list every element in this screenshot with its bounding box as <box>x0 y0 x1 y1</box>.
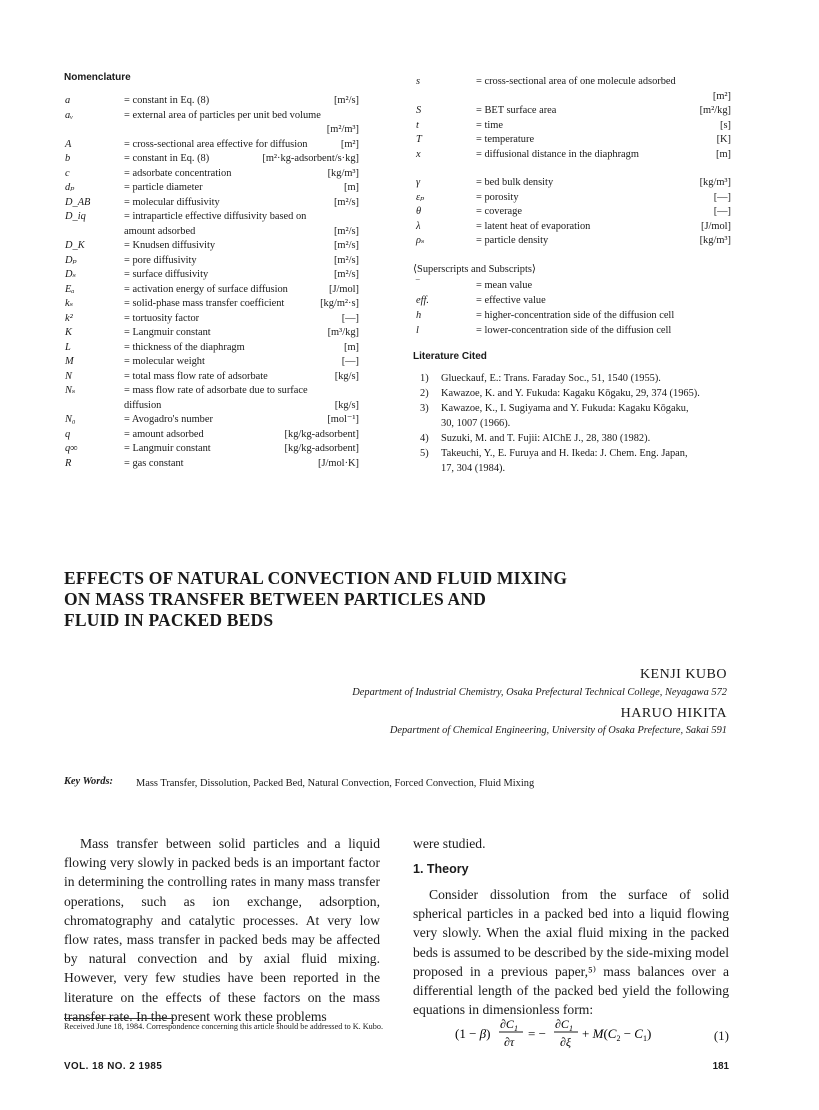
nomenclature-definition: = particle density <box>476 235 549 246</box>
nomenclature-symbol: λ <box>416 220 421 232</box>
nomenclature-symbol: T <box>416 134 422 145</box>
nomenclature-unit: [kg/m³] <box>699 177 731 188</box>
section-heading: 1. Theory <box>413 862 469 876</box>
nomenclature-definition: = intraparticle effective diffusivity based on <box>124 211 307 222</box>
nomenclature-symbol: Dₚ <box>65 254 77 266</box>
nomenclature-symbol: t <box>416 119 419 131</box>
nomenclature-unit: [m] <box>343 341 359 353</box>
nomenclature-definition: = BET surface area <box>476 105 557 116</box>
intro-continuation: were studied. <box>413 836 486 851</box>
subscript-definition: = lower-concentration side of the diffusion cell <box>476 325 672 336</box>
svg-text:= −: = − <box>528 1026 546 1041</box>
nomenclature-definition: = particle diameter <box>124 182 203 193</box>
nomenclature-heading: Nomenclature <box>64 72 131 83</box>
nomenclature-symbol: ρₛ <box>416 235 425 246</box>
nomenclature-symbol: γ <box>416 177 421 188</box>
nomenclature-symbol: Dₛ <box>65 269 77 280</box>
nomenclature-symbol: s <box>416 76 421 87</box>
nomenclature-definition: = constant in Eq. (8) <box>124 95 210 106</box>
svg-text:∂C1: $\partial C_1$ <box>500 1017 518 1033</box>
nomenclature-unit: [m²/s] <box>333 95 359 106</box>
nomenclature-unit: [m²/s] <box>333 196 359 208</box>
author-name: HARUO HIKITA <box>620 706 727 721</box>
nomenclature-definition: = Langmuir constant <box>124 327 211 338</box>
nomenclature-unit: [kg/m³] <box>327 167 359 179</box>
svg-text:∂ξ: ∂ξ <box>560 1035 572 1049</box>
reference-text: Suzuki, M. and T. Fujii: AIChE J., 28, 380 (1982). <box>441 433 651 444</box>
nomenclature-definition: = amount adsorbed <box>124 428 204 440</box>
nomenclature-symbol: Nₛ <box>65 385 76 396</box>
nomenclature-definition: = molecular diffusivity <box>124 196 220 208</box>
nomenclature-definition: = molecular weight <box>124 356 205 367</box>
reference-number: 1) <box>420 373 429 384</box>
subscript-symbol: l <box>416 325 419 336</box>
nomenclature-definition: = solid-phase mass transfer coefficient <box>124 298 285 309</box>
nomenclature-unit: [m] <box>715 148 731 160</box>
nomenclature-definition: = total mass flow rate of adsorbate <box>124 370 268 382</box>
nomenclature-definition: = bed bulk density <box>476 177 554 188</box>
subscript-definition: = mean value <box>476 280 533 291</box>
nomenclature-symbol: M <box>65 356 74 367</box>
nomenclature-definition: = time <box>476 119 503 131</box>
nomenclature-definition: = surface diffusivity <box>124 269 209 280</box>
equation-number: (1) <box>713 1028 729 1043</box>
nomenclature-symbol: L <box>65 341 71 353</box>
nomenclature-unit: [m²/s] <box>333 225 359 237</box>
nomenclature-definition: amount adsorbed <box>124 225 196 237</box>
nomenclature-symbol: aᵥ <box>65 109 74 121</box>
nomenclature-symbol: K <box>65 327 72 338</box>
theory-paragraph: Consider dissolution from the surface of solid spherical particles in a packed bed into a liquid flowing very slowly. When the axial fluid mixing in the packed beds is assumed to be described by the side-mixing model proposed in a previous paper,⁵⁾ mass balances over a differential length of the packed bed yield the following equations in dimensionless form: <box>413 887 729 1018</box>
nomenclature-unit: [m²] <box>340 138 359 150</box>
nomenclature-definition: = gas constant <box>124 457 184 469</box>
nomenclature-unit: [kg/s] <box>334 370 359 382</box>
reference-text: 17, 304 (1984). <box>441 463 506 474</box>
reference-number: 4) <box>420 433 429 444</box>
nomenclature-unit: [J/mol] <box>328 283 359 295</box>
nomenclature-definition: = Avogadro's number <box>124 414 213 425</box>
nomenclature-symbol: kₛ <box>65 298 74 309</box>
nomenclature-definition: = adsorbate concentration <box>124 167 232 179</box>
reference-text: Kawazoe, K., I. Sugiyama and Y. Fukuda: Kagaku Kōgaku, <box>441 403 689 414</box>
nomenclature-unit: [K] <box>716 134 731 145</box>
author-affiliation: Department of Industrial Chemistry, Osaka Prefectural Technical College, Neyagawa 572 <box>352 687 727 698</box>
nomenclature-symbol: A <box>65 138 72 150</box>
nomenclature-symbol: S <box>416 105 422 116</box>
nomenclature-symbol: D_AB <box>65 196 91 208</box>
reference-text: 30, 1007 (1966). <box>441 418 511 429</box>
reference-text: Takeuchi, Y., E. Furuya and H. Ikeda: J. Chem. Eng. Japan, <box>441 448 688 459</box>
intro-paragraph: Mass transfer between solid particles and a liquid flowing very slowly in packed beds is an important factor in determining the controlling rates in many mass transfer operations, such as ion exchange, adsorption, chromatography and catalytic processes. At very low flow rates, mass transfer in packed beds may be affected by natural convection and by axial fluid mixing. However, very few studies have been reported in the literature on the effects of these factors on the mass transfer rate. In the present work these problems <box>64 836 380 1024</box>
nomenclature-definition: = diffusional distance in the diaphragm <box>476 148 639 160</box>
nomenclature-unit: [—] <box>713 191 731 203</box>
nomenclature-definition: = Langmuir constant <box>124 443 211 454</box>
nomenclature-symbol: R <box>65 457 72 469</box>
nomenclature-definition: = coverage <box>476 206 522 217</box>
reference-number: 2) <box>420 388 429 399</box>
nomenclature-symbol: x <box>416 148 421 160</box>
nomenclature-symbol: q∞ <box>65 443 78 454</box>
subscript-definition: = higher-concentration side of the diffusion cell <box>476 310 675 321</box>
footnote: Received June 18, 1984. Correspondence concerning this article should be addressed to K. Kubo. <box>64 1022 384 1031</box>
nomenclature-unit: [—] <box>713 206 731 217</box>
author-affiliation: Department of Chemical Engineering, University of Osaka Prefecture, Sakai 591 <box>389 725 727 736</box>
equation-graphic <box>455 1010 733 1054</box>
nomenclature-definition: = Knudsen diffusivity <box>124 240 216 251</box>
nomenclature-definition: = latent heat of evaporation <box>476 220 591 232</box>
article-title <box>64 568 684 631</box>
literature-heading: Literature Cited <box>413 351 487 362</box>
author-name: KENJI KUBO <box>639 667 727 682</box>
nomenclature-unit: [m²·kg-adsorbent/s·kg] <box>262 153 359 164</box>
nomenclature-symbol: θ <box>416 206 422 217</box>
nomenclature-unit: [kg/m²·s] <box>320 298 359 309</box>
nomenclature-unit: [m²/s] <box>333 240 359 251</box>
footnote-rule <box>64 1018 174 1019</box>
journal-issue: VOL. 18 NO. 2 1985 <box>64 1061 163 1072</box>
nomenclature-symbol: b <box>65 153 71 164</box>
nomenclature-unit: [—] <box>341 312 359 324</box>
title-line: FLUID IN PACKED BEDS <box>64 610 274 630</box>
title-line: ON MASS TRANSFER BETWEEN PARTICLES AND <box>64 589 487 609</box>
nomenclature-definition: = tortuosity factor <box>124 312 200 324</box>
nomenclature-definition: = activation energy of surface diffusion <box>124 283 288 295</box>
nomenclature-symbol: k² <box>65 312 73 324</box>
subscripts-heading: ⟨Superscripts and Subscripts⟩ <box>413 264 536 275</box>
reference-number: 5) <box>420 448 429 459</box>
page-number: 181 <box>712 1061 729 1072</box>
nomenclature-definition: = external area of particles per unit bed volume <box>124 109 321 121</box>
svg-text:∂C1: $\partial C_1$ <box>555 1017 573 1033</box>
nomenclature-symbol: q <box>65 428 71 440</box>
nomenclature-unit: [m] <box>343 182 359 193</box>
nomenclature-symbol: N <box>65 370 72 382</box>
subscript-symbol: h <box>416 310 422 321</box>
nomenclature-unit: [kg/s] <box>334 399 359 411</box>
nomenclature-definition: = pore diffusivity <box>124 254 197 266</box>
nomenclature-unit: [s] <box>720 119 731 131</box>
nomenclature-symbol: a <box>65 95 71 106</box>
nomenclature-unit: [m²] <box>712 90 731 102</box>
nomenclature-unit: [kg/m³] <box>699 235 731 246</box>
nomenclature-symbol: εₚ <box>416 191 425 203</box>
nomenclature-unit: [m²/s] <box>333 269 359 280</box>
nomenclature-definition: = temperature <box>476 134 535 145</box>
nomenclature-unit: [mol⁻¹] <box>327 414 359 425</box>
keywords-label: Key Words: <box>64 776 113 787</box>
nomenclature-unit: [—] <box>341 356 359 367</box>
nomenclature-definition: diffusion <box>124 399 162 411</box>
reference-number: 3) <box>420 403 429 414</box>
subscript-definition: = effective value <box>476 295 546 306</box>
nomenclature-unit: [J/mol] <box>700 220 731 232</box>
nomenclature-definition: = porosity <box>476 191 519 203</box>
nomenclature-unit: [m²/kg] <box>699 105 731 116</box>
equation-1 <box>455 1010 733 1054</box>
nomenclature-definition: = cross-sectional area effective for diffusion <box>124 138 308 150</box>
nomenclature-definition: = constant in Eq. (8) <box>124 153 210 164</box>
subscript-symbol: eff. <box>416 295 429 306</box>
svg-text:+ M(C2 − C1): + $M(C_2 - C_1)$ <box>582 1026 652 1043</box>
subscript-symbol: ‾ <box>416 280 420 291</box>
title-line: EFFECTS OF NATURAL CONVECTION AND FLUID MIXING <box>64 568 568 588</box>
nomenclature-unit: [J/mol·K] <box>318 457 359 469</box>
nomenclature-symbol: N₀ <box>65 414 76 425</box>
nomenclature-definition: = thickness of the diaphragm <box>124 341 245 353</box>
svg-text:(1 − β): (1 − β) <box>455 1026 491 1041</box>
nomenclature-unit: [m²/s] <box>333 254 359 266</box>
nomenclature-definition: = mass flow rate of adsorbate due to surface <box>124 385 308 396</box>
nomenclature-unit: [m²/m³] <box>326 124 359 135</box>
nomenclature-unit: [kg/kg-adsorbent] <box>284 428 359 440</box>
reference-text: Glueckauf, E.: Trans. Faraday Soc., 51, 1540 (1955). <box>441 373 661 384</box>
nomenclature-unit: [m³/kg] <box>327 327 359 338</box>
svg-text:∂τ: ∂τ <box>504 1035 515 1049</box>
nomenclature-symbol: Eₐ <box>65 283 75 295</box>
nomenclature-symbol: D_iq <box>65 211 86 222</box>
keywords-text: Mass Transfer, Dissolution, Packed Bed, Natural Convection, Forced Convection, Fluid Mixing <box>136 778 535 789</box>
nomenclature-symbol: dₚ <box>65 182 75 193</box>
nomenclature-unit: [kg/kg-adsorbent] <box>284 443 359 454</box>
nomenclature-definition: = cross-sectional area of one molecule adsorbed <box>476 76 676 87</box>
reference-text: Kawazoe, K. and Y. Fukuda: Kagaku Kōgaku, 29, 374 (1965). <box>441 388 700 399</box>
nomenclature-symbol: c <box>65 167 70 179</box>
nomenclature-symbol: D_K <box>65 240 85 251</box>
